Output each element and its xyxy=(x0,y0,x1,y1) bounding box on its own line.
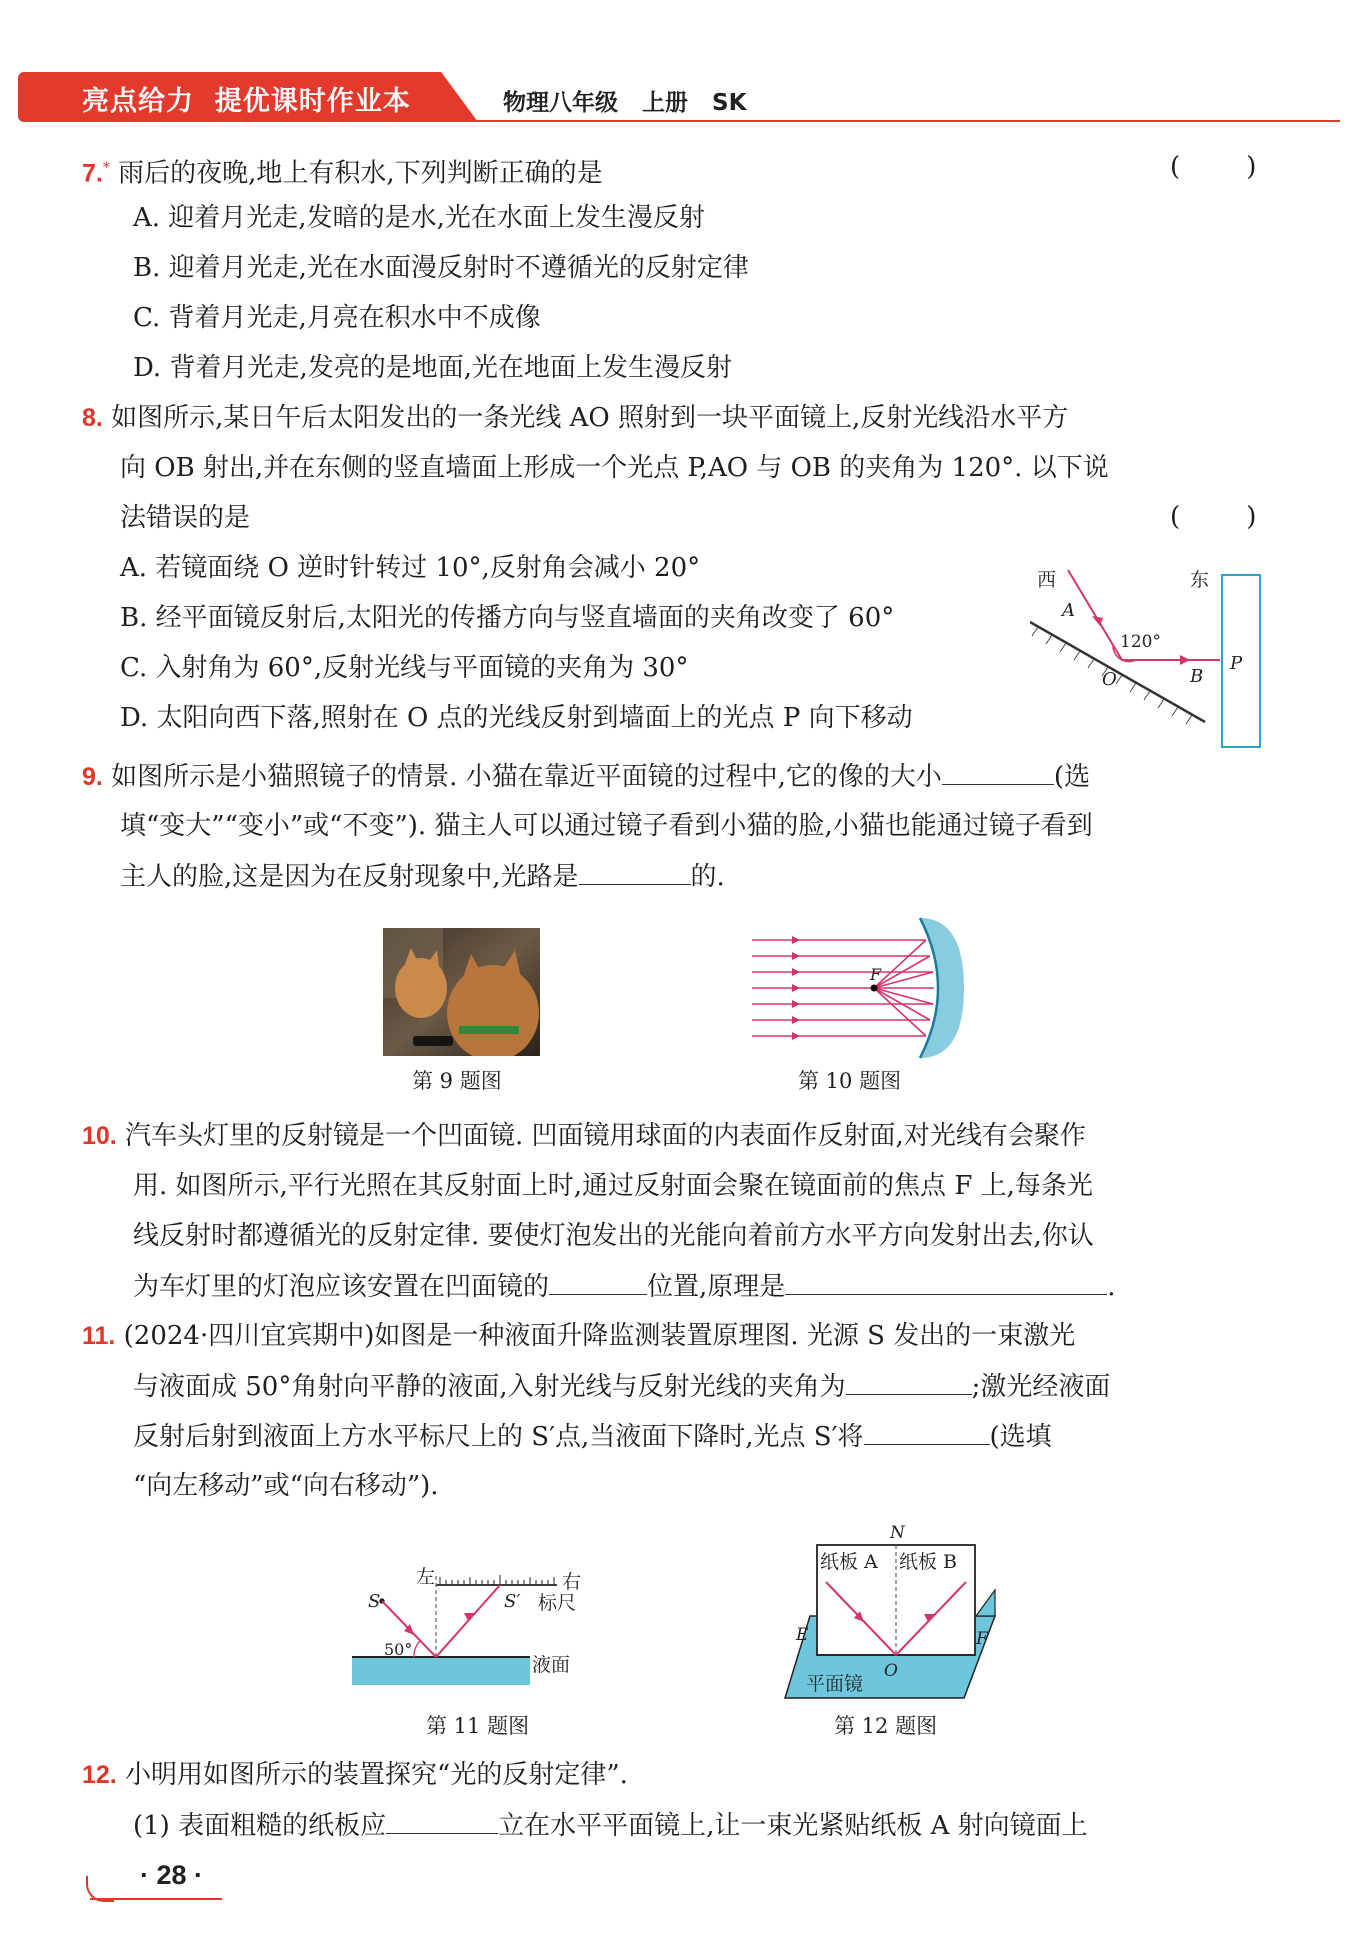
fig9-caption: 第 9 题图 xyxy=(412,1069,502,1093)
q12-stem: 小明用如图所示的装置探究“光的反射定律”. xyxy=(125,1760,628,1790)
q7-stem: 雨后的夜晚,地上有积水,下列判断正确的是 xyxy=(118,158,603,189)
q9-text-3b: 的. xyxy=(690,862,725,892)
q11-line-1 xyxy=(82,1318,1075,1354)
q7-number: 7. xyxy=(82,159,103,188)
q11-text-2b: ;激光经液面 xyxy=(971,1372,1111,1402)
q11-number: 11. xyxy=(82,1322,116,1350)
q10-line-1 xyxy=(82,1118,1086,1154)
q7-option-b: B. 迎着月光走,光在水面漫反射时不遵循光的反射定律 xyxy=(133,253,749,283)
q10-text-4b: 位置,原理是 xyxy=(647,1272,786,1302)
q9-text-1b: (选 xyxy=(1053,762,1091,792)
q7-option-d: D. 背着月光走,发亮的是地面,光在地面上发生漫反射 xyxy=(133,353,732,383)
fig8-p-label: P xyxy=(1230,653,1243,674)
q9-line-2: 填“变大”“变小”或“不变”). 猫主人可以通过镜子看到小猫的脸,小猫也能通过镜子看到 xyxy=(120,811,1093,841)
fig12-f-label: F xyxy=(976,1629,988,1649)
q10-line-2: 用. 如图所示,平行光照在其反射面上时,通过反射面会聚在镜面前的焦点 F 上,每条光 xyxy=(133,1171,1093,1201)
q8-number: 8. xyxy=(82,404,103,432)
q10-line-4 xyxy=(133,1268,1116,1305)
q7-star-icon: * xyxy=(102,160,110,176)
q8-option-b: B. 经平面镜反射后,太阳光的传播方向与竖直墙面的夹角改变了 60° xyxy=(120,603,895,633)
page-number: · 28 · xyxy=(140,1860,204,1890)
fig11-s-prime-label: S′ xyxy=(504,1591,521,1612)
q8-option-a: A. 若镜面绕 O 逆时针转过 10°,反射角会减小 20° xyxy=(120,553,701,583)
q9-line-1 xyxy=(82,758,1090,795)
q7-answer-paren: ( ) xyxy=(1170,152,1257,182)
fig8-angle-label: 120° xyxy=(1120,632,1161,652)
q11-blank-1[interactable] xyxy=(846,1368,972,1395)
fig11-left-label: 左 xyxy=(416,1566,436,1588)
q11-text-2a: 与液面成 50°角射向平静的液面,入射光线与反射光线的夹角为 xyxy=(133,1372,846,1402)
fig12-board-b-label: 纸板 B xyxy=(899,1551,958,1573)
fig12-o-label: O xyxy=(884,1661,898,1681)
q11-line-3 xyxy=(133,1418,1052,1455)
q11-text-3b: (选填 xyxy=(989,1422,1052,1452)
q9-number: 9. xyxy=(82,763,103,791)
fig8-west-label: 西 xyxy=(1037,569,1057,591)
q10-blank-1[interactable] xyxy=(549,1268,647,1295)
q10-number: 10. xyxy=(82,1122,117,1150)
q12-line-2 xyxy=(133,1807,1088,1844)
fig12-n-label: N xyxy=(890,1523,905,1543)
fig12-caption: 第 12 题图 xyxy=(834,1714,938,1738)
fig10-f-label: F xyxy=(870,965,882,984)
footer-rule xyxy=(90,1898,222,1900)
q7-stem-line xyxy=(82,150,603,192)
q12-blank-1[interactable] xyxy=(386,1807,498,1834)
fig11-s-label: S xyxy=(368,1591,381,1612)
q9-cat-photo xyxy=(383,928,540,1056)
fig12-board-a-label: 纸板 A xyxy=(820,1551,878,1573)
fig8-b-label: B xyxy=(1190,666,1204,687)
q7-option-c: C. 背着月光走,月亮在积水中不成像 xyxy=(133,303,541,333)
q8-line-3: 法错误的是 xyxy=(120,503,251,533)
q12-text-1b: 立在水平平面镜上,让一束光紧贴纸板 A 射向镜面上 xyxy=(498,1811,1088,1841)
header-subject: 物理八年级 上册 SK xyxy=(503,90,747,116)
q8-text-1: 如图所示,某日午后太阳发出的一条光线 AO 照射到一块平面镜上,反射光线沿水平方 xyxy=(111,403,1069,433)
q9-line-3 xyxy=(120,858,725,895)
fig8-o-label: O xyxy=(1102,669,1117,690)
header-brand: 亮点给力 提优课时作业本 xyxy=(82,86,411,117)
q8-figure xyxy=(1030,560,1270,750)
fig11-right-label: 右 xyxy=(562,1571,582,1593)
fig11-angle-label: 50° xyxy=(384,1640,413,1659)
q9-blank-2[interactable] xyxy=(579,858,691,885)
q8-line-1 xyxy=(82,400,1068,436)
q12-text-1a: (1) 表面粗糙的纸板应 xyxy=(133,1811,387,1841)
q8-line-2: 向 OB 射出,并在东侧的竖直墙面上形成一个光点 P,AO 与 OB 的夹角为 120°. 以下说 xyxy=(120,453,1109,483)
q8-option-c: C. 入射角为 60°,反射光线与平面镜的夹角为 30° xyxy=(120,653,689,683)
fig12-e-label: E xyxy=(796,1625,809,1645)
q11-text-3a: 反射后射到液面上方水平标尺上的 S′点,当液面下降时,光点 S′将 xyxy=(133,1422,864,1452)
q11-line-2 xyxy=(133,1368,1110,1405)
fig10-caption: 第 10 题图 xyxy=(798,1069,902,1093)
q11-line-4: “向左移动”或“向右移动”). xyxy=(133,1471,439,1501)
fig11-liquid-label: 液面 xyxy=(532,1654,571,1676)
q9-text-3: 主人的脸,这是因为在反射现象中,光路是 xyxy=(120,862,579,892)
fig8-a-label: A xyxy=(1062,600,1075,621)
fig12-mirror-label: 平面镜 xyxy=(806,1673,864,1695)
q10-figure xyxy=(750,912,970,1062)
q7-option-a: A. 迎着月光走,发暗的是水,光在水面上发生漫反射 xyxy=(133,203,705,233)
q10-text-1: 汽车头灯里的反射镜是一个凹面镜. 凹面镜用球面的内表面作反射面,对光线有会聚作 xyxy=(125,1121,1086,1151)
q8-answer-paren: ( ) xyxy=(1170,502,1257,532)
q12-line-1 xyxy=(82,1757,628,1793)
q11-text-1: (2024·四川宜宾期中)如图是一种液面升降监测装置原理图. 光源 S 发出的一束激光 xyxy=(123,1321,1076,1351)
fig11-caption: 第 11 题图 xyxy=(426,1714,530,1738)
q10-text-4a: 为车灯里的灯泡应该安置在凹面镜的 xyxy=(133,1272,550,1302)
q10-text-4c: . xyxy=(1107,1272,1116,1302)
fig8-east-label: 东 xyxy=(1190,569,1210,591)
fig11-ruler-label: 标尺 xyxy=(538,1592,577,1614)
q11-blank-2[interactable] xyxy=(864,1418,990,1445)
q9-text-1: 如图所示是小猫照镜子的情景. 小猫在靠近平面镜的过程中,它的像的大小 xyxy=(111,762,942,792)
q11-figure xyxy=(350,1555,590,1695)
header-rule xyxy=(470,120,1340,122)
q8-option-d: D. 太阳向西下落,照射在 O 点的光线反射到墙面上的光点 P 向下移动 xyxy=(120,703,913,733)
q12-figure xyxy=(780,1520,1010,1705)
q12-number: 12. xyxy=(82,1761,117,1789)
q9-blank-1[interactable] xyxy=(942,758,1054,785)
q10-line-3: 线反射时都遵循光的反射定律. 要使灯泡发出的光能向着前方水平方向发射出去,你认 xyxy=(133,1221,1094,1251)
q10-blank-2[interactable] xyxy=(785,1268,1107,1295)
